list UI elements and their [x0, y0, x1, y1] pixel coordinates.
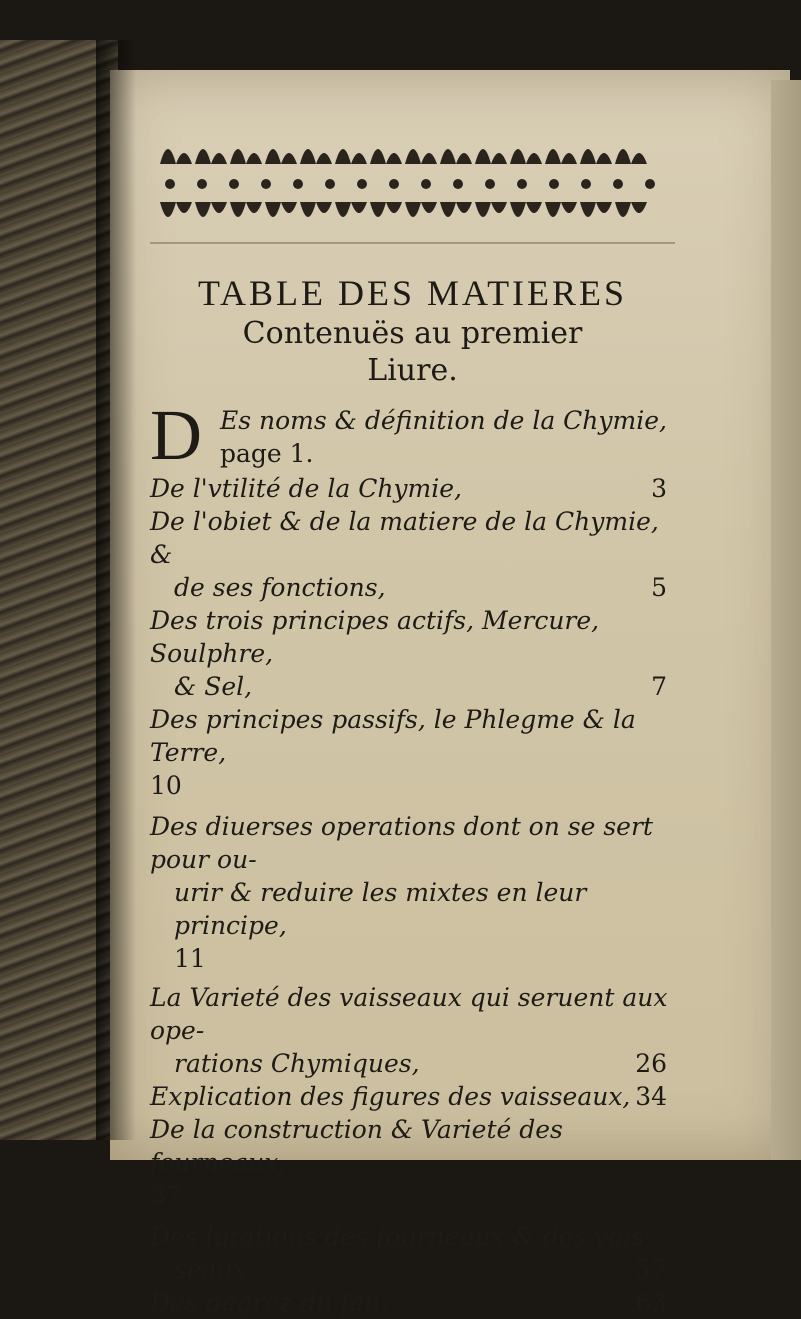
- toc-entry-line: 11: [174, 944, 206, 973]
- toc-entry-line: De la construction & Varieté des fourneaux,: [150, 1115, 563, 1177]
- toc-entry-line: urir & reduire les mixtes en leur principe,: [174, 878, 587, 940]
- toc-entry: [150, 981, 675, 1080]
- toc-page-number: 26: [635, 1049, 667, 1078]
- toc-entry-line: Explication des figures des vaisseaux,: [150, 1082, 631, 1111]
- toc-entry-line: seaux,: [174, 1255, 255, 1284]
- toc-entry: [150, 505, 675, 604]
- toc-entry: [150, 1113, 675, 1212]
- toc-entry-line: de ses fonctions,: [174, 573, 386, 602]
- toc-entry: [150, 703, 675, 802]
- toc-entry: [150, 810, 675, 975]
- toc-entry-line: Des principes passifs, le Phlegme & la Terre,: [150, 705, 636, 767]
- toc-entry: [150, 604, 675, 703]
- toc-entry-line: De l'obiet & de la matiere de la Chymie, &: [150, 507, 659, 569]
- toc-entry-line: De l'vtilité de la Chymie,: [150, 474, 462, 503]
- table-of-contents: [150, 124, 675, 1319]
- toc-entry-line: page 1.: [220, 439, 314, 468]
- toc-entry: [150, 472, 675, 505]
- toc-entry: [150, 395, 675, 475]
- toc-entry-line: 37: [150, 1181, 182, 1210]
- toc-entry-line: La Varieté des vaisseaux qui seruent aux ope-: [150, 983, 668, 1045]
- subtitle-book: Liure.: [367, 353, 458, 388]
- toc-entry-line: Des lutations des fourneaux & des vais-: [150, 1222, 653, 1251]
- gutter-shadow: [96, 40, 136, 1140]
- page-title: TABLE DES MATIERES: [197, 273, 628, 313]
- toc-page-number: 3: [651, 474, 667, 503]
- toc-entry-line: 10: [150, 771, 182, 800]
- toc-entry-line: Es noms & définition de la Chymie,: [220, 406, 667, 435]
- toc-entry: [150, 1080, 675, 1113]
- fleuron-band-ornament: [150, 124, 675, 264]
- next-page-edge: [771, 80, 801, 1160]
- toc-entries: [150, 395, 675, 1319]
- toc-entry-line: & Sel,: [174, 672, 253, 701]
- toc-page-number: 63: [635, 1288, 667, 1317]
- toc-page-number: 5: [651, 573, 667, 602]
- subtitle: Contenuës au premier: [242, 316, 583, 351]
- toc-page-number: 34: [635, 1082, 667, 1111]
- toc-page-number: 7: [651, 672, 667, 701]
- drop-cap: D: [150, 395, 202, 475]
- toc-page-number: 57: [635, 1255, 667, 1284]
- toc-entry-line: Des trois principes actifs, Mercure, Soulphre,: [150, 606, 600, 668]
- toc-entry-line: rations Chymiques,: [174, 1049, 420, 1078]
- toc-entry-line: Des degrez du feu,: [150, 1288, 389, 1317]
- toc-entry: [150, 1286, 675, 1319]
- toc-entry-line: Des diuerses operations dont on se sert pour ou-: [150, 812, 653, 874]
- toc-entry: [150, 1220, 675, 1286]
